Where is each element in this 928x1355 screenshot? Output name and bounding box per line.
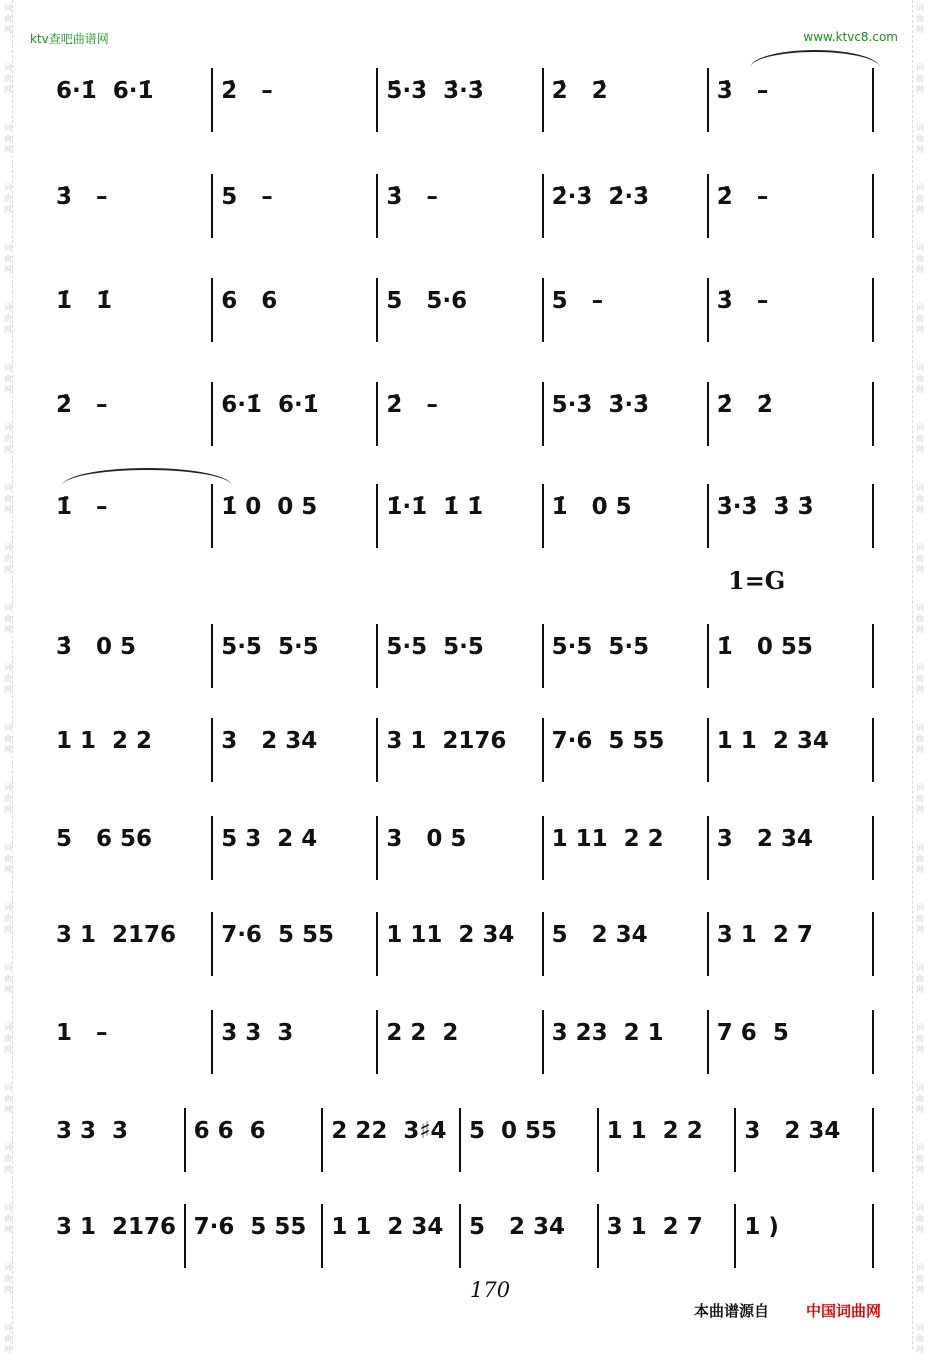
side-watermark-text: 词曲网 <box>4 1143 12 1174</box>
side-watermark-text: 词曲网 <box>4 963 12 994</box>
side-watermark-text: 词曲网 <box>4 363 12 394</box>
page-number: 170 <box>470 1278 511 1302</box>
barline <box>872 1204 874 1268</box>
barline <box>376 624 378 688</box>
side-watermark-text: 词曲网 <box>4 783 12 814</box>
measure-notes: 3̇ – <box>386 184 438 210</box>
measure-notes: 6 6 <box>221 288 278 314</box>
side-watermark-text: 词曲网 <box>4 543 12 574</box>
measure-notes: 5 0 55 <box>469 1118 558 1144</box>
barline <box>321 1204 323 1268</box>
measure-notes: 2̇ – <box>386 392 438 418</box>
side-watermark-text: 词曲网 <box>916 303 924 334</box>
side-watermark-text: 词曲网 <box>916 783 924 814</box>
measure-notes: 1̇ 0 55 <box>716 634 813 660</box>
side-watermark-text: 词曲网 <box>916 183 924 214</box>
side-watermark-text: 词曲网 <box>916 1083 924 1114</box>
measure-notes: 3 2 34 <box>221 728 318 754</box>
barline <box>542 382 544 446</box>
barline <box>707 382 709 446</box>
barline <box>707 174 709 238</box>
side-watermark-text: 词曲网 <box>916 843 924 874</box>
measure-notes: 1 1 2 2 <box>606 1118 703 1144</box>
side-watermark-text: 词曲网 <box>916 903 924 934</box>
side-watermark-text: 词曲网 <box>916 63 924 94</box>
barline <box>459 1108 461 1172</box>
barline <box>542 1010 544 1074</box>
measure-notes: 5 2 34 <box>469 1214 566 1240</box>
measure-notes: 2 22 3♯4 <box>331 1118 447 1144</box>
barline <box>707 278 709 342</box>
barline <box>211 174 213 238</box>
measure-notes: 3 3 3 <box>221 1020 294 1046</box>
measure-notes: 2̇ 2̇ <box>551 78 608 104</box>
barline <box>734 1108 736 1172</box>
measure-notes: 6 6 6 <box>193 1118 266 1144</box>
measure-notes: 3 0 5 <box>386 826 467 852</box>
side-watermark-text: 词曲网 <box>4 843 12 874</box>
barline <box>211 816 213 880</box>
measure-notes: 5 2 34 <box>551 922 648 948</box>
barline <box>597 1204 599 1268</box>
measure-notes: 5·5 5·5 <box>551 634 650 660</box>
side-watermark-text: 词曲网 <box>4 1023 12 1054</box>
measure-notes: 1 1 2 34 <box>716 728 829 754</box>
measure-notes: 2 2 2 <box>386 1020 459 1046</box>
barline <box>211 68 213 132</box>
barline <box>321 1108 323 1172</box>
measure-notes: 7 6 5 <box>716 1020 789 1046</box>
measure-notes: 3 2 34 <box>716 826 813 852</box>
side-watermark-text: 词曲网 <box>916 663 924 694</box>
measure-notes: 1 11 2 2 <box>551 826 664 852</box>
side-watermark-text: 词曲网 <box>4 3 12 34</box>
measure-notes: 3 1 2176 <box>386 728 507 754</box>
barline <box>376 278 378 342</box>
barline <box>211 624 213 688</box>
barline <box>872 718 874 782</box>
measure-notes: 6·1̇ 6·1̇ <box>56 78 154 104</box>
side-watermark-text: 词曲网 <box>916 1143 924 1174</box>
side-watermark-text: 词曲网 <box>916 423 924 454</box>
side-watermark-text: 词曲网 <box>4 243 12 274</box>
barline <box>376 1010 378 1074</box>
measure-notes: 3 1 2176 <box>56 922 177 948</box>
measure-notes: 1̇·1̇ 1̇ 1̇ <box>386 494 484 520</box>
key-signature: 1=G <box>728 566 786 595</box>
side-watermark-text: 词曲网 <box>4 723 12 754</box>
measure-notes: 1̇ 0 5 <box>551 494 632 520</box>
barline <box>542 718 544 782</box>
side-watermark-text: 词曲网 <box>916 3 924 34</box>
barline <box>459 1204 461 1268</box>
barline <box>376 912 378 976</box>
barline <box>376 484 378 548</box>
measure-notes: 2̇ 2̇ <box>716 392 773 418</box>
barline <box>211 484 213 548</box>
barline <box>211 912 213 976</box>
barline <box>376 174 378 238</box>
measure-notes: 3 1 2176 <box>56 1214 177 1240</box>
barline <box>872 382 874 446</box>
barline <box>376 382 378 446</box>
measure-notes: 3 23 2 1 <box>551 1020 664 1046</box>
measure-notes: 1̇ 0 0 5 <box>221 494 318 520</box>
side-watermark-text: 词曲网 <box>916 243 924 274</box>
measure-notes: 1 ) <box>744 1214 779 1240</box>
measure-notes: 2̇ – <box>221 78 273 104</box>
barline <box>872 1108 874 1172</box>
measure-notes: 1 1 2 34 <box>331 1214 444 1240</box>
barline <box>872 174 874 238</box>
side-watermark-text: 词曲网 <box>4 1083 12 1114</box>
barline <box>707 912 709 976</box>
barline <box>707 624 709 688</box>
side-watermark-text: 词曲网 <box>916 483 924 514</box>
barline <box>376 68 378 132</box>
side-watermark-text: 词曲网 <box>916 1263 924 1294</box>
barline <box>211 718 213 782</box>
side-watermark-text: 词曲网 <box>4 63 12 94</box>
barline <box>542 174 544 238</box>
barline <box>707 816 709 880</box>
barline <box>872 816 874 880</box>
side-watermark-text: 词曲网 <box>916 723 924 754</box>
measure-notes: 6·1̇ 6·1̇ <box>221 392 319 418</box>
side-watermark-text: 词曲网 <box>4 1323 12 1354</box>
side-watermark-text: 词曲网 <box>4 663 12 694</box>
side-watermark-text: 词曲网 <box>4 903 12 934</box>
side-watermark-text: 词曲网 <box>916 603 924 634</box>
side-watermark-text: 词曲网 <box>4 1263 12 1294</box>
side-watermark-text: 词曲网 <box>4 603 12 634</box>
measure-notes: 3 3 3 <box>56 1118 129 1144</box>
measure-notes: 5·5 5·5 <box>386 634 484 660</box>
barline <box>872 912 874 976</box>
side-watermark-text: 词曲网 <box>916 963 924 994</box>
side-watermark-text: 词曲网 <box>916 363 924 394</box>
measure-notes: 3 2 34 <box>744 1118 841 1144</box>
barline <box>597 1108 599 1172</box>
measure-notes: 2̇ – <box>56 392 108 418</box>
header-watermark-right: www.ktvc8.com <box>803 30 898 44</box>
barline <box>542 484 544 548</box>
side-watermark-text: 词曲网 <box>916 1203 924 1234</box>
barline <box>542 624 544 688</box>
barline <box>872 624 874 688</box>
barline <box>734 1204 736 1268</box>
footer-source-label: 本曲谱源自 <box>694 1302 770 1320</box>
slur-mark <box>62 468 232 486</box>
side-watermark-text: 词曲网 <box>916 1023 924 1054</box>
measure-notes: 5 6 56 <box>56 826 153 852</box>
side-watermark-text: 词曲网 <box>4 123 12 154</box>
measure-notes: 5 – <box>551 288 604 314</box>
measure-notes: 5 3 2 4 <box>221 826 318 852</box>
measure-notes: 5·3̇ 3̇·3̇ <box>551 392 650 418</box>
measure-notes: 3 1 2 7 <box>716 922 813 948</box>
barline <box>872 1010 874 1074</box>
barline <box>542 912 544 976</box>
measure-notes: 3̇ – <box>56 184 108 210</box>
barline <box>211 382 213 446</box>
barline <box>707 718 709 782</box>
barline <box>376 718 378 782</box>
header-watermark-left: ktv查吧曲谱网 <box>30 32 109 46</box>
barline <box>872 484 874 548</box>
side-watermark-text: 词曲网 <box>4 423 12 454</box>
barline <box>707 484 709 548</box>
barline <box>184 1204 186 1268</box>
measure-notes: 5̇·3̇ 3̇·3̇ <box>386 78 484 104</box>
footer-site-name: 中国词曲网 <box>806 1302 882 1320</box>
measure-notes: 7·6 5 55 <box>193 1214 307 1240</box>
measure-notes: 2̇·3̇ 2̇·3̇ <box>551 184 650 210</box>
measure-notes: 5 – <box>221 184 273 210</box>
side-watermark-text: 词曲网 <box>916 123 924 154</box>
barline <box>707 68 709 132</box>
slur-mark <box>750 50 880 68</box>
barline <box>184 1108 186 1172</box>
barline <box>211 278 213 342</box>
measure-notes: 7·6 5 55 <box>551 728 665 754</box>
measure-notes: 3̇ – <box>716 78 769 104</box>
side-watermark-text: 词曲网 <box>916 1323 924 1354</box>
measure-notes: 2̇ – <box>716 184 769 210</box>
measure-notes: 1̇ 1̇ <box>56 288 113 314</box>
side-watermark-text: 词曲网 <box>4 1203 12 1234</box>
barline <box>872 68 874 132</box>
measure-notes: 3̇·3̇ 3̇ 3̇ <box>716 494 814 520</box>
measure-notes: 5·5 5·5 <box>221 634 319 660</box>
measure-notes: 3̇ – <box>716 288 769 314</box>
side-watermark-text: 词曲网 <box>4 303 12 334</box>
measure-notes: 7·6 5 55 <box>221 922 334 948</box>
measure-notes: 1 1 2 2 <box>56 728 153 754</box>
side-watermark-text: 词曲网 <box>4 183 12 214</box>
side-watermark-text: 词曲网 <box>4 483 12 514</box>
measure-notes: 5 5·6 <box>386 288 468 314</box>
measure-notes: 1̇ – <box>56 494 108 520</box>
side-watermark-text: 词曲网 <box>916 543 924 574</box>
barline <box>707 1010 709 1074</box>
barline <box>542 816 544 880</box>
measure-notes: 3 1 2 7 <box>606 1214 703 1240</box>
barline <box>542 68 544 132</box>
barline <box>872 278 874 342</box>
barline <box>211 1010 213 1074</box>
measure-notes: 1 11 2 34 <box>386 922 515 948</box>
barline <box>542 278 544 342</box>
barline <box>376 816 378 880</box>
measure-notes: 3̇ 0 5 <box>56 634 137 660</box>
measure-notes: 1 – <box>56 1020 108 1046</box>
